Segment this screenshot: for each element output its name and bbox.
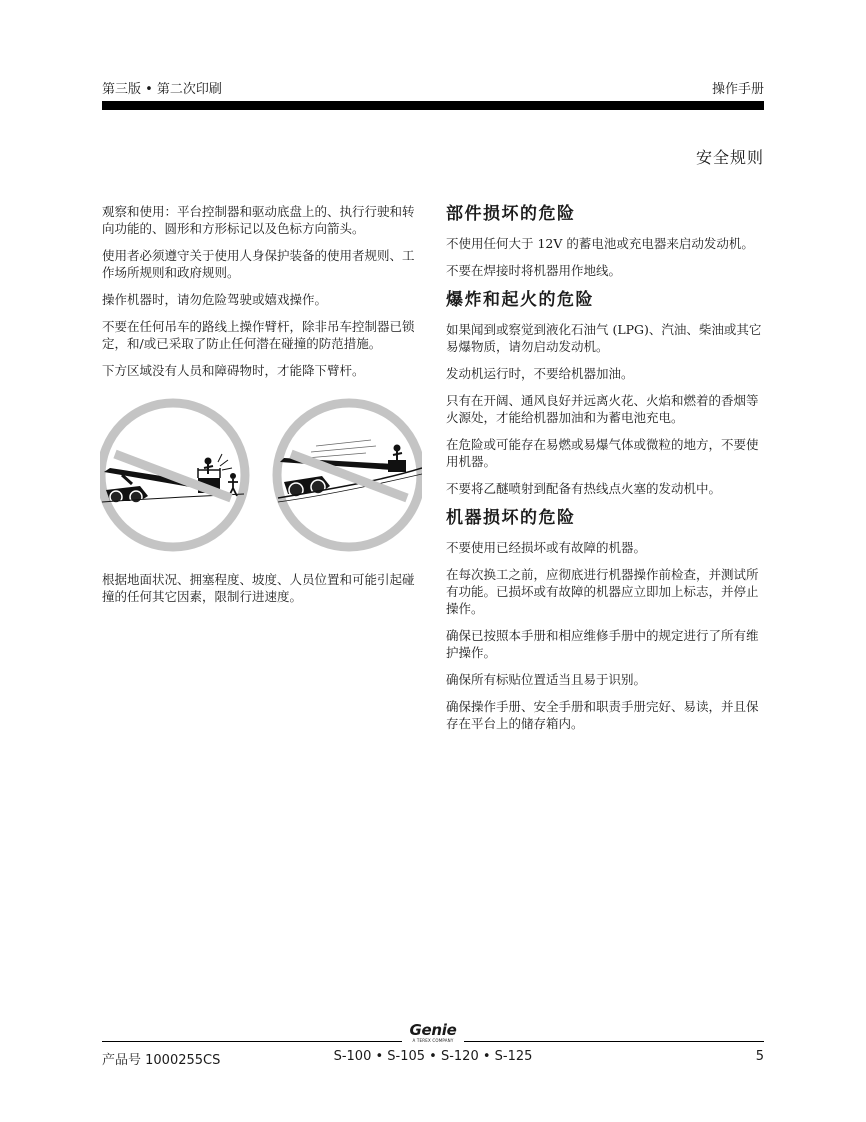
right-paragraph: 只有在开阔、通风良好并远离火花、火焰和燃着的香烟等火源处，才能给机器加油和为蓄电池充电。 <box>446 393 759 425</box>
right-paragraph: 确保操作手册、安全手册和职责手册完好、易读，并且保存在平台上的储存箱内。 <box>446 699 759 731</box>
no-lowering-onto-personnel-figure <box>101 403 245 547</box>
right-paragraph: 不要在焊接时将机器用作地线。 <box>446 263 622 278</box>
footer-part-number: 产品号 1000255CS <box>102 1053 221 1068</box>
footer-page-number: 5 <box>755 1049 764 1064</box>
right-paragraph: 确保所有标贴位置适当且易于识别。 <box>446 672 647 687</box>
left-column <box>102 203 424 389</box>
logo-subtitle: A TEREX COMPANY <box>412 1038 454 1043</box>
right-paragraph: 发动机运行时，不要给机器加油。 <box>446 366 634 381</box>
left-paragraph: 观察和使用：平台控制器和驱动底盘上的、执行行驶和转向功能的、圆形和方形标记以及色标方向箭头。 <box>102 204 415 236</box>
right-paragraph: 不要使用已经损坏或有故障的机器。 <box>446 540 647 555</box>
section-title: 安全规则 <box>695 148 764 167</box>
left-paragraph: 使用者必须遵守关于使用人身保护装备的使用者规则、工作场所规则和政府规则。 <box>102 248 415 280</box>
no-reckless-operation-figure <box>277 403 422 547</box>
header-edition: 第三版 • 第二次印刷 <box>102 82 222 97</box>
left-paragraph: 下方区域没有人员和障碍物时，才能降下臂杆。 <box>102 363 365 378</box>
left-paragraph: 操作机器时，请勿危险驾驶或嬉戏操作。 <box>102 292 328 307</box>
right-paragraph: 确保已按照本手册和相应维修手册中的规定进行了所有维护操作。 <box>446 628 759 660</box>
header-manual-title: 操作手册 <box>711 82 764 97</box>
right-paragraph: 不要将乙醚喷射到配备有热线点火塞的发动机中。 <box>446 481 722 496</box>
left-paragraph-speed: 根据地面状况、拥塞程度、坡度、人员位置和可能引起碰撞的任何其它因素，限制行进速度。 <box>102 572 415 604</box>
heading-component-damage: 部件损坏的危险 <box>446 204 576 224</box>
left-paragraph: 不要在任何吊车的路线上操作臂杆，除非吊车控制器已锁定，和/或已采取了防止任何潜在碰撞的防范措施。 <box>102 319 415 351</box>
genie-logo <box>404 1022 462 1044</box>
footer-rule-right <box>464 1041 764 1042</box>
logo-text: Genie <box>409 1021 457 1039</box>
prohibition-illustration <box>100 398 422 554</box>
heading-explosion-fire: 爆炸和起火的危险 <box>446 290 594 310</box>
right-paragraph: 如果闻到或察觉到液化石油气 (LPG)、汽油、柴油或其它易爆物质，请勿启动发动机。 <box>446 322 762 354</box>
right-paragraph: 在危险或可能存在易燃或易爆气体或微粒的地方，不要使用机器。 <box>446 437 759 469</box>
prohibition-figures <box>100 398 422 554</box>
footer-models: S-100 • S-105 • S-120 • S-125 <box>333 1049 533 1064</box>
right-paragraph: 不使用任何大于 12V 的蓄电池或充电器来启动发动机。 <box>446 236 754 251</box>
footer-rule-left <box>102 1041 402 1042</box>
header-rule <box>102 101 764 110</box>
right-column <box>446 203 766 742</box>
right-paragraph: 在每次换工之前，应彻底进行机器操作前检查，并测试所有功能。已损坏或有故障的机器应立即加上标志，并停止操作。 <box>446 567 759 616</box>
heading-machine-damage: 机器损坏的危险 <box>446 508 576 528</box>
